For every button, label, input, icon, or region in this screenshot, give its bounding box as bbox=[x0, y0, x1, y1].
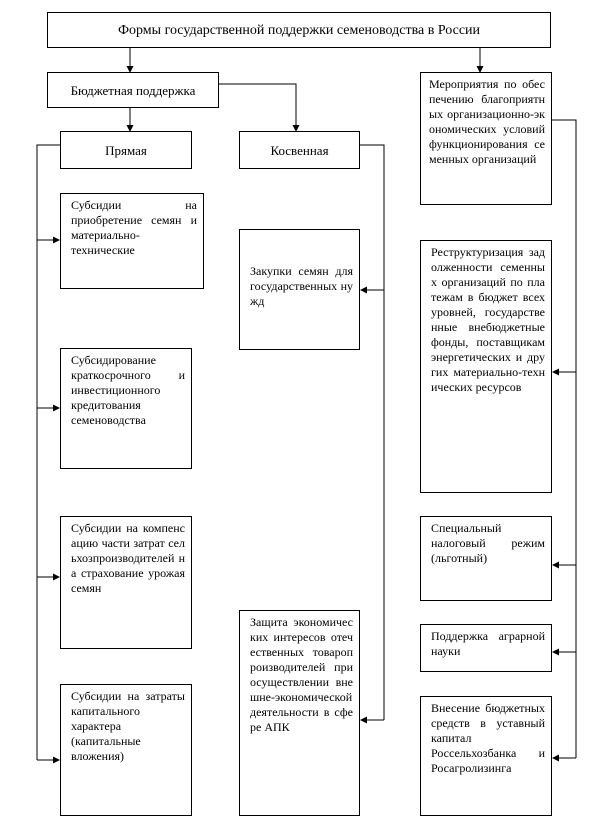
direct-item: Субсидии на компенсацию части затрат сельхозпроизводителей на страхование урожая семян bbox=[60, 516, 192, 649]
diagram-title: Формы государственной поддержки семеноводства в России bbox=[47, 12, 551, 48]
direct-support-node: Прямая bbox=[60, 131, 192, 169]
measure-item: Поддержка аграрной науки bbox=[420, 624, 552, 672]
direct-item: Субсидии на приобретение семян и материально-технические bbox=[60, 193, 204, 289]
measures-node: Мероприятия по обеспечению благоприятных организационно-экономических условий функционирования семенных организаций bbox=[420, 72, 552, 205]
direct-item: Субсидии на затраты капитального характера (капитальные вложения) bbox=[60, 684, 192, 816]
indirect-item: Защита экономических интересов отечественных товаропроизводителей при осуществлении внешне-экономической деятельности в сфере АПК bbox=[239, 610, 360, 816]
measure-item: Специальный налоговый режим (льготный) bbox=[420, 516, 552, 601]
direct-item: Субсидирование краткосрочного и инвестиционного кредитования семеноводства bbox=[60, 348, 192, 469]
measure-item: Реструктуризация задолженности семенных организаций по платежам в бюджет всех уровней, государственные внебюджетные фонды, поставщикам энергетических и других материально-технических ресурсов bbox=[420, 240, 552, 493]
measure-item: Внесение бюджетных средств в уставный капитал Россельхозбанка и Росагролизинга bbox=[420, 696, 552, 816]
budget-support-node: Бюджетная поддержка bbox=[47, 72, 219, 108]
indirect-item: Закупки семян для государственных нужд bbox=[239, 229, 360, 350]
indirect-support-node: Косвенная bbox=[239, 131, 360, 169]
